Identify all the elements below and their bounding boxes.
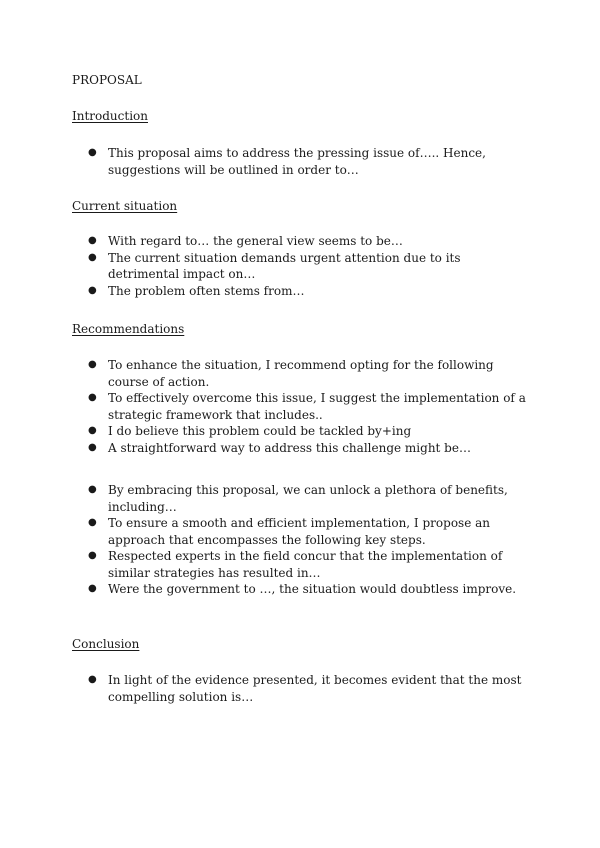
heading-current-situation: Current situation (72, 199, 178, 213)
list-item: ● By embracing this proposal, we can unlock a plethora of benefits, including… (88, 483, 508, 514)
bullet-icon: ● (88, 441, 97, 453)
list-item: ● To effectively overcome this issue, I suggest the implementation of a strategic framework that includes.. (88, 391, 526, 422)
list-item: ● To ensure a smooth and efficient implementation, I propose an approach that encompasses the following key steps. (88, 516, 490, 547)
bullet-icon: ● (88, 425, 97, 436)
bullet-icon: ● (88, 147, 97, 158)
bullet-icon: ● (88, 251, 97, 263)
list-introduction (0, 145, 528, 178)
bullet-icon: ● (88, 392, 97, 403)
document-title: PROPOSAL (72, 73, 142, 87)
list-item: ● A straightforward way to address this challenge might be… (88, 440, 471, 455)
bullet-icon: ● (88, 550, 97, 561)
bullet-icon: ● (88, 359, 97, 370)
list-item: ● The current situation demands urgent attention due to its detrimental impact on… (88, 250, 461, 281)
list-item: ● In light of the evidence presented, it becomes evident that the most compelling solution is… (88, 673, 522, 704)
heading-conclusion: Conclusion (72, 637, 140, 651)
list-item: ● With regard to… the general view seems to be… (88, 234, 403, 248)
list-item: ● Respected experts in the field concur that the implementation of similar strategies has resulted in… (88, 549, 503, 580)
list-item: ● The problem often stems from… (88, 283, 305, 298)
list-item: ● To enhance the situation, I recommend opting for the following course of action. (88, 358, 494, 389)
list-item: ● I do believe this problem could be tackled by+ing (88, 424, 412, 438)
bullet-icon: ● (88, 235, 97, 246)
bullet-icon: ● (88, 484, 97, 495)
bullet-icon: ● (88, 284, 97, 296)
list-recommendations (0, 357, 528, 456)
list-conclusion (0, 672, 528, 705)
bullet-icon: ● (88, 517, 97, 528)
heading-introduction: Introduction (72, 109, 148, 123)
list-item: ● Were the government to …, the situation would doubtless improve. (88, 582, 517, 596)
list-current-situation (0, 233, 528, 299)
bullet-icon: ● (88, 583, 97, 594)
bullet-icon: ● (88, 674, 97, 685)
list-recommendations-2 (0, 482, 528, 598)
list-item: ● This proposal aims to address the pressing issue of….. Hence, suggestions will be outlined in order to… (88, 146, 486, 177)
heading-recommendations: Recommendations (72, 322, 185, 336)
